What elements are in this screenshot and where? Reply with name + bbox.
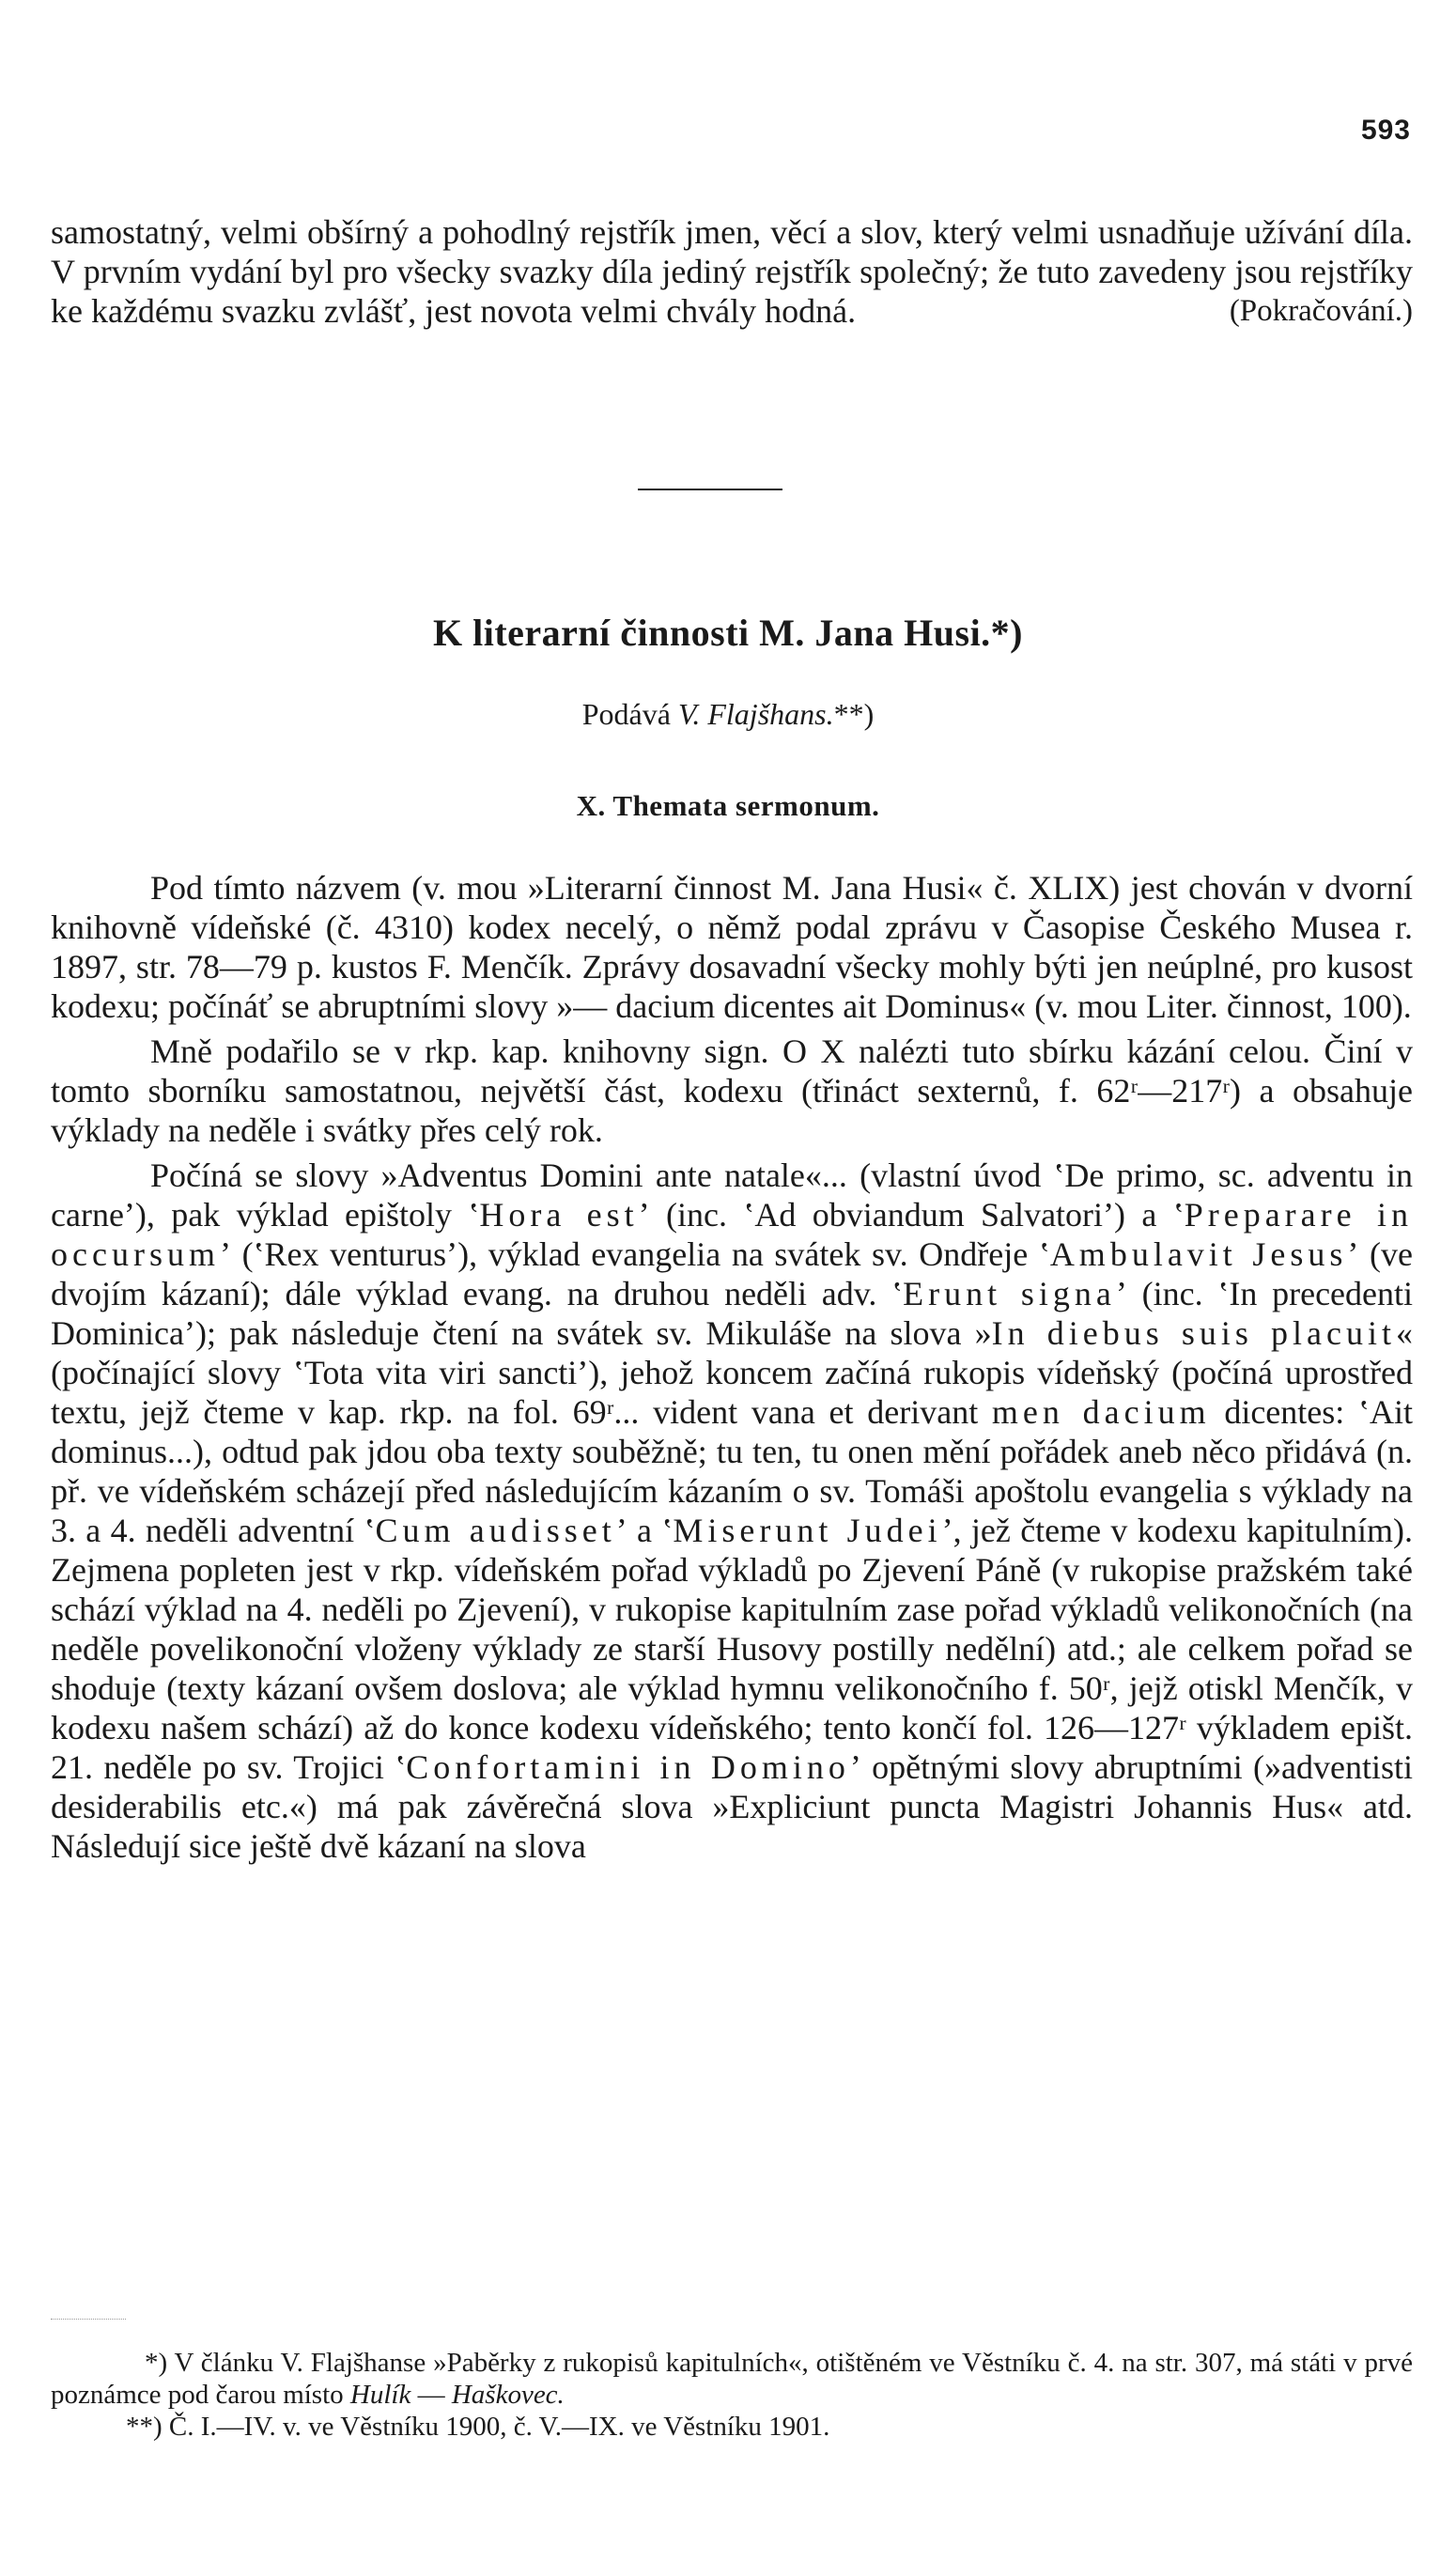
intro-paragraph-text: samostatný, velmi obšírný a pohodlný rejstřík jmen, věcí a slov, který velmi usnadňuje užívání díla. V prvním vydání byl pro všecky svazky díla jediný rejstřík společný; že tuto zavedeny jsou rejstříky ke každému svazku zvlášť, jest novota velmi chvály hodná. (51, 213, 1413, 330)
body-paragraph-3 (51, 1156, 1413, 1866)
footnote-2: **) Č. I.—IV. v. ve Věstníku 1900, č. V.—IX. ve Věstníku 1901. (126, 2412, 830, 2442)
p3-spaced-quote: Hora est (479, 1196, 639, 1234)
footnote-1 (51, 2347, 1413, 2411)
byline-prefix: Podává (581, 697, 671, 731)
p3-spaced-quote: Ambulavit Jesus (1049, 1235, 1348, 1273)
p3-seg: dicentes: ʽAit dominus...), odtud pak jdou oba texty souběžně; tu ten, tu onen mění pořádek aneb něco přidává (n. př. ve vídeňském scházejí před následujícím kázaním o sv. Tomáši apoštolu evangelia s výklady na 3. a 4. neděli adventní ʽ (51, 1393, 1413, 1549)
p3-seg: ʼ (inc. ʽIn precedenti Dominicaʼ); pak následuje čtení na svátek sv. Mikuláše na slova » (51, 1275, 1414, 1352)
p3-spaced-quote: men dacium (991, 1393, 1211, 1431)
p3-seg: ʼ (ʽRex venturusʼ), výklad evangelia na svátek sv. Ondřeje ʽ (219, 1235, 1050, 1273)
footnote-1-text: *) V článku V. Flajšhanse »Paběrky z rukopisů kapitulních«, otištěném ve Věstníku č. 4. na str. 307, má státi v prvé poznámce pod čarou místo (51, 2348, 1413, 2410)
p3-seg: ʼ opětnými slovy abruptními (»adventisti desiderabilis etc.«) má pak závěrečná slova »Expliciunt puncta Magistri Johannis Hus« atd. Následují sice ještě dvě kázaní na slova (51, 1748, 1413, 1865)
article-body (51, 868, 1413, 1866)
p3-spaced-quote: In diebus suis placuit (991, 1314, 1396, 1352)
continuation-note: (Pokračování.) (1229, 294, 1413, 328)
p3-seg: ʼ (inc. ʽAd obviandum Salvatoriʼ) a ʽ (638, 1196, 1185, 1234)
article-byline (0, 697, 1456, 732)
p3-seg: « (počínající slovy ʽTota vita viri sanctiʼ), jehož koncem začíná rukopis vídeňský (počíná uprostřed textu, jejž čteme v kap. rkp. na fol. 69ʳ... vident vana et derivant (51, 1314, 1413, 1431)
p3-seg: ʼ (ve dvojím kázaní); dále výklad evang. na druhou neděli adv. ʽ (51, 1235, 1413, 1312)
body-paragraph-2: Mně podařilo se v rkp. kap. knihovny sign. O X nalézti tuto sbírku kázání celou. Činí v tomto sborníku samostatnou, největší část, kodexu (třináct sexternů, f. 62ʳ—217ʳ) a obsahuje výklady na neděle i svátky přes celý rok. (51, 1032, 1413, 1149)
page-number: 593 (1360, 115, 1411, 146)
intro-paragraph (51, 212, 1413, 331)
footnote-1-dash: — (410, 2380, 452, 2410)
p3-seg: ʼ, jež čteme v kodexu kapitulním). Zejmena popleten jest v rkp. vídeňském pořad výkladů po Zjevení Páně (v rukopise pražském také schází výklad na 4. neděli po Zjevení), v rukopise kapitulním zase pořad výkladů velikonočních (na neděle povelikonoční vloženy výklady ze starší Husovy postilly nedělní) atd.; ale celkem pořad se shoduje (texty kázaní ovšem doslova; ale výklad hymnu velikonočního f. 50ʳ, jejž otiskl Menčík, v kodexu našem schází) až do konce kodexu vídeňského; tento končí fol. 126—127ʳ výkladem epišt. 21. neděle po sv. Trojici ʽ (51, 1512, 1414, 1786)
byline-author: V. Flajšhans. (677, 697, 834, 731)
p3-seg: ʼ a ʽ (615, 1512, 674, 1549)
section-divider (638, 489, 782, 490)
p3-spaced-quote: Preparare in occursum (51, 1196, 1413, 1273)
footnote-divider (51, 2319, 126, 2320)
footnote-1-right: Haškovec. (451, 2380, 565, 2410)
body-paragraph-1: Pod tímto názvem (v. mou »Literarní činnost M. Jana Husi« č. XLIX) jest chován v dvorní knihovně vídeňské (č. 4310) kodex necelý, o němž podal zprávu v Časopise Českého Musea r. 1897, str. 78—79 p. kustos F. Menčík. Zprávy dosavadní všecky mohly býti jen neúplné, pro kusost kodexu; počínáť se abruptními slovy »— dacium dicentes ait Dominus« (v. mou Liter. činnost, 100). (51, 869, 1413, 1025)
byline-suffix: **) (833, 697, 875, 731)
p3-spaced-quote: Miserunt Judei (673, 1512, 942, 1549)
footnotes (51, 2347, 1413, 2443)
p3-spaced-quote: Confortamini in Domino (406, 1748, 850, 1786)
footnote-1-wrong: Hulík (349, 2380, 411, 2410)
p3-seg: Počíná se slovy »Adventus Domini ante natale«... (vlastní úvod ʽDe primo, sc. adventu in carneʼ), pak výklad epištoly ʽ (51, 1156, 1413, 1234)
section-heading: X. Themata sermonum. (576, 789, 880, 822)
p3-spaced-quote: Erunt signa (903, 1275, 1116, 1312)
article-title: K literarní činnosti M. Jana Husi.*) (433, 612, 1023, 654)
intro-paragraph-block (51, 212, 1413, 331)
p3-spaced-quote: Cum audisset (375, 1512, 616, 1549)
